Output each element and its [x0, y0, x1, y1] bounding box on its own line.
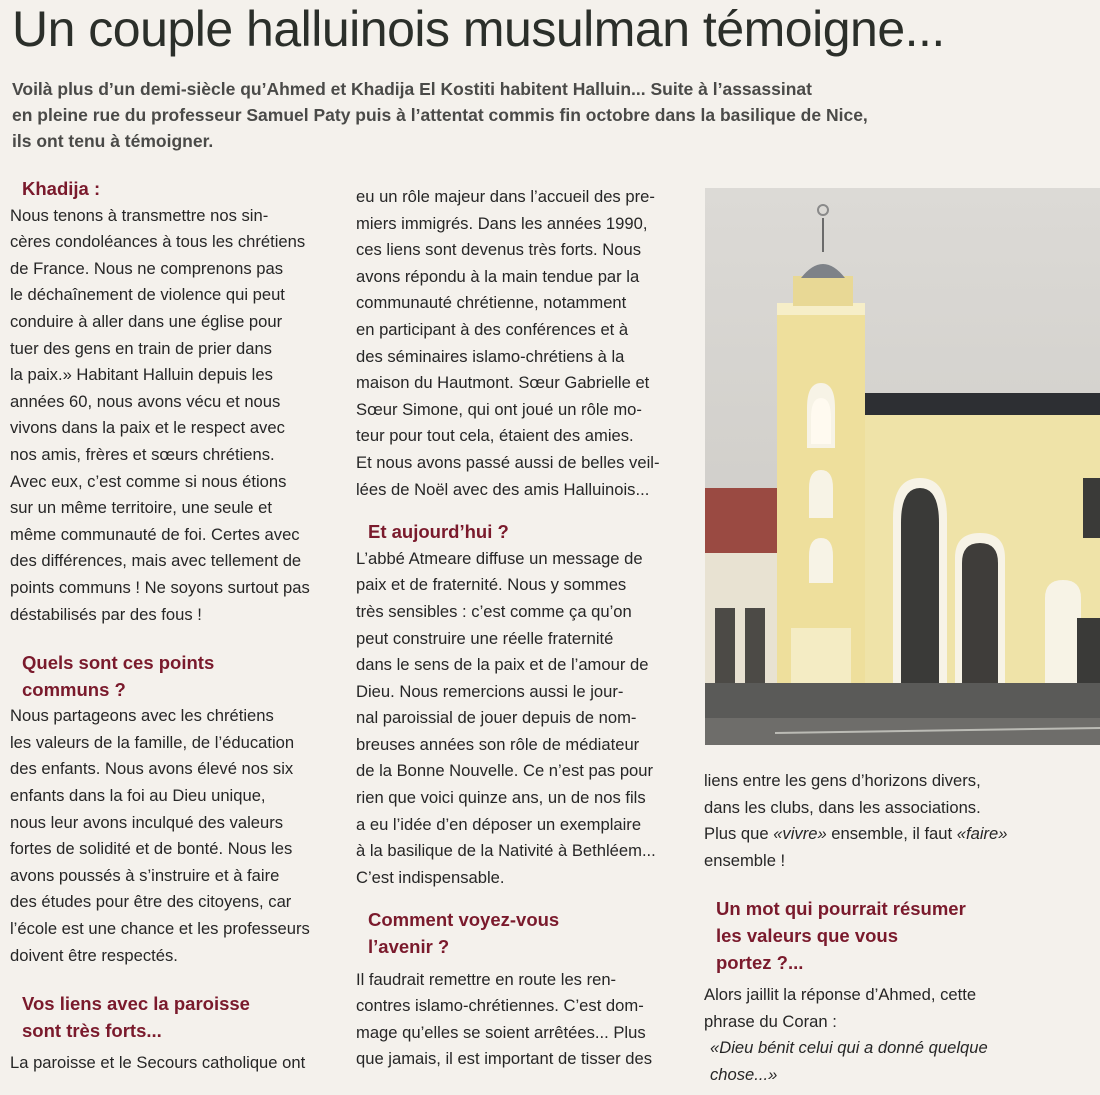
text-line: communauté chrétienne, notamment	[356, 293, 627, 313]
text-segment: ensemble, il faut	[826, 824, 957, 844]
text-line: en participant à des conférences et à	[356, 319, 629, 339]
text-line: conduire à aller dans une église pour	[10, 311, 283, 331]
text-line: a eu l’idée d’en déposer un exemplaire	[356, 814, 642, 834]
text-line: Khadija :	[22, 178, 101, 199]
text-italic: «vivre»	[773, 824, 827, 844]
text-line: les valeurs de la famille, de l’éducation	[10, 732, 295, 752]
text-line: vivons dans la paix et le respect avec	[10, 418, 285, 438]
text-line: dans les clubs, dans les associations.	[704, 797, 981, 817]
paragraph-avenir	[356, 967, 678, 1073]
heading-aujourdhui	[356, 519, 678, 546]
lead-line: ils ont tenu à témoigner.	[12, 131, 214, 151]
text-line: mage qu’elles se soient arrêtées... Plus	[356, 1022, 646, 1042]
text-line: nal paroissial de jouer depuis de nom-	[356, 708, 637, 728]
text-line: «Dieu bénit celui qui a donné quelque	[710, 1038, 988, 1058]
text-line: l’avenir ?	[368, 936, 450, 958]
text-line: contres islamo-chrétiennes. C’est dom-	[356, 996, 644, 1016]
text-line: La paroisse et le Secours catholique ont	[10, 1053, 306, 1073]
heading-khadija	[10, 176, 332, 203]
quote-coran	[704, 1035, 1034, 1088]
text-line: enfants dans la foi au Dieu unique,	[10, 786, 266, 806]
paragraph-avenir-suite	[704, 768, 1034, 821]
paragraph-liens-paroisse	[10, 1050, 332, 1077]
paragraph-liens-suite	[356, 184, 678, 503]
text-line: ces liens sont devenus très forts. Nous	[356, 240, 641, 260]
text-line: fortes de solidité et de bonté. Nous les	[10, 839, 293, 859]
text-line: nos amis, frères et sœurs chrétiens.	[10, 444, 275, 464]
heading-liens-paroisse	[10, 991, 332, 1044]
text-segment: Plus que	[704, 824, 774, 844]
text-line: Avec eux, c’est comme si nous étions	[10, 471, 287, 491]
text-line: Sœur Simone, qui ont joué un rôle mo-	[356, 399, 642, 419]
text-line: le déchaînement de violence qui peut	[10, 285, 285, 305]
mosque-photo	[705, 188, 1100, 745]
heading-avenir	[356, 907, 678, 960]
text-line: années 60, nous avons vécu et nous	[10, 391, 281, 411]
text-line: déstabilisés par des fous !	[10, 604, 202, 624]
text-line: à la basilique de la Nativité à Bethléem...	[356, 841, 656, 861]
paragraph-aujourdhui	[356, 546, 678, 892]
text-line: breuses années son rôle de médiateur	[356, 734, 640, 754]
column-2	[356, 184, 678, 1073]
lead-line: en pleine rue du professeur Samuel Paty puis à l’attentat commis fin octobre dans la basilique de Nice,	[12, 105, 868, 125]
text-line: rien que voici quinze ans, un de nos fils	[356, 788, 646, 808]
lead-line: Voilà plus d’un demi-siècle qu’Ahmed et Khadija El Kostiti habitent Halluin... Suite à l’assassinat	[12, 79, 812, 99]
text-line: tuer des gens en train de prier dans	[10, 338, 272, 358]
article-lead	[12, 76, 1092, 154]
heading-points-communs	[10, 650, 332, 703]
text-line: des différences, mais avec tellement de	[10, 551, 302, 571]
mosque-illustration	[705, 188, 1100, 745]
paragraph-reponse	[704, 982, 1034, 1035]
text-line: Vos liens avec la paroisse	[22, 993, 250, 1015]
text-line: Quels sont ces points	[22, 652, 215, 674]
paragraph-ensemble	[704, 848, 1034, 875]
article-title: Un couple halluinois musulman témoigne...	[12, 1, 945, 57]
text-line: l’école est une chance et les professeurs	[10, 919, 310, 939]
text-line: cères condoléances à tous les chrétiens	[10, 232, 306, 252]
text-line: les valeurs que vous	[716, 924, 899, 946]
text-line: miers immigrés. Dans les années 1990,	[356, 213, 648, 233]
text-line: des séminaires islamo-chrétiens à la	[356, 346, 625, 366]
text-line: Un mot qui pourrait résumer	[716, 898, 966, 920]
column-3	[704, 768, 1034, 1089]
text-line: chose...»	[710, 1064, 778, 1084]
text-line: dans le sens de la paix et de l’amour de	[356, 655, 649, 675]
heading-un-mot	[704, 896, 1034, 976]
text-line: portez ?...	[716, 951, 804, 973]
text-line: Nous partageons avec les chrétiens	[10, 706, 274, 726]
text-line: communs ?	[22, 678, 126, 700]
text-line: que jamais, il est important de tisser des	[356, 1049, 653, 1069]
text-line: points communs ! Ne soyons surtout pas	[10, 577, 310, 597]
paragraph-khadija	[10, 203, 332, 629]
text-italic: «faire»	[956, 824, 1008, 844]
text-line: avons poussés à s’instruire et à faire	[10, 865, 280, 885]
text-line: Et aujourd’hui ?	[368, 521, 509, 543]
text-line: Et nous avons passé aussi de belles veil-	[356, 452, 660, 472]
text-line: maison du Hautmont. Sœur Gabrielle et	[356, 373, 650, 393]
text-line: sur un même territoire, une seule et	[10, 498, 272, 518]
text-line: avons répondu à la main tendue par la	[356, 266, 640, 286]
text-line: L’abbé Atmeare diffuse un message de	[356, 548, 643, 568]
text-line: de la Bonne Nouvelle. Ce n’est pas pour	[356, 761, 654, 781]
column-1	[10, 176, 332, 1077]
paragraph-points-communs	[10, 703, 332, 969]
text-line: Il faudrait remettre en route les ren-	[356, 969, 617, 989]
text-line: C’est indispensable.	[356, 867, 505, 887]
text-line	[704, 821, 1034, 848]
text-line: eu un rôle majeur dans l’accueil des pre-	[356, 187, 655, 206]
text-line: très sensibles : c’est comme ça qu’on	[356, 601, 632, 621]
text-line: phrase du Coran :	[704, 1011, 837, 1031]
text-line: paix et de fraternité. Nous y sommes	[356, 575, 627, 595]
text-line: doivent être respectés.	[10, 945, 178, 965]
text-line: nous leur avons inculqué des valeurs	[10, 812, 284, 832]
text-line: même communauté de foi. Certes avec	[10, 524, 300, 544]
text-line: ensemble !	[704, 850, 786, 870]
text-line: la paix.» Habitant Halluin depuis les	[10, 365, 273, 385]
text-line: des enfants. Nous avons élevé nos six	[10, 759, 294, 779]
text-line: teur pour tout cela, étaient des amies.	[356, 426, 634, 446]
text-line: des études pour être des citoyens, car	[10, 892, 292, 912]
text-line: peut construire une réelle fraternité	[356, 628, 614, 648]
text-line: Dieu. Nous remercions aussi le jour-	[356, 681, 624, 701]
text-line: lées de Noël avec des amis Halluinois...	[356, 479, 650, 499]
text-line: de France. Nous ne comprenons pas	[10, 258, 284, 278]
text-line: liens entre les gens d’horizons divers,	[704, 771, 981, 790]
text-line: Alors jaillit la réponse d’Ahmed, cette	[704, 985, 977, 1005]
text-line: Nous tenons à transmettre nos sin-	[10, 205, 269, 225]
text-line: Comment voyez-vous	[368, 909, 560, 931]
text-line: sont très forts...	[22, 1019, 162, 1041]
